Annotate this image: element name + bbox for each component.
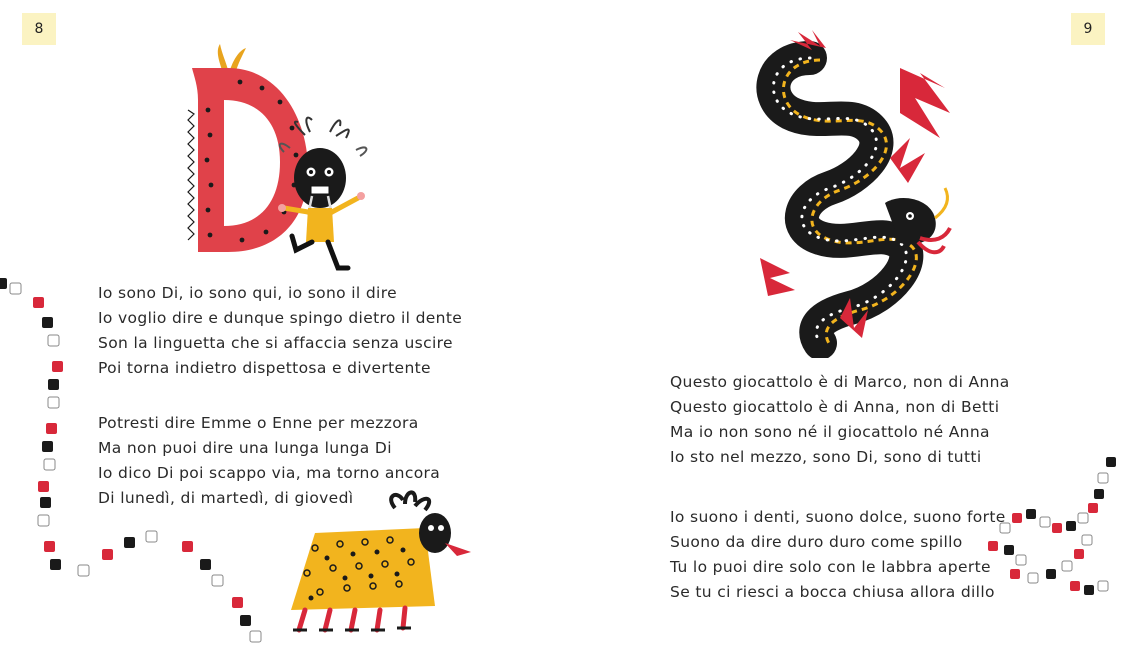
page-number-right: 9 [1071,13,1105,45]
poem-stanza-left-2 [98,411,440,511]
poem-line: Io dico Di poi scappo via, ma torno ancora [98,464,441,482]
crown-icon [218,44,246,71]
dice-icon [988,457,1116,595]
poem-line: Son la linguetta che si affaccia senza uscire [98,334,453,352]
poem-line: Questo giocattolo è di Marco, non di Anna [670,373,1010,391]
poem-line: Io voglio dire e dunque spingo dietro il dente [98,309,463,327]
poem-line: Io suono i denti, suono dolce, suono forte [670,508,1006,526]
poem-line: Io sto nel mezzo, sono Di, sono di tutti [670,448,982,466]
page-number-left: 8 [22,13,56,45]
poem-line: Se tu ci riesci a bocca chiusa allora dillo [670,583,995,601]
poem-stanza-right-2 [670,505,1006,605]
poem-line: Io sono Di, io sono qui, io sono il dire [98,284,397,302]
poem-line: Questo giocattolo è di Anna, non di Betti [670,398,1000,416]
dragon-illustration [750,28,955,358]
poem-line: Tu lo puoi dire solo con le labbra aperte [670,558,991,576]
poem-line: Ma io non sono né il giocattolo né Anna [670,423,990,441]
poem-stanza-right-1 [670,370,1010,470]
poem-line: Poi torna indietro dispettosa e divertente [98,359,431,377]
creature-icon [291,492,471,630]
poem-line: Ma non puoi dire una lunga lunga Di [98,439,392,457]
poem-line: Potresti dire Emme o Enne per mezzora [98,414,419,432]
letter-d-illustration [180,40,390,275]
poem-line: Suono da dire duro duro come spillo [670,533,963,551]
poem-line: Di lunedì, di martedì, di giovedì [98,489,354,507]
spotted-creature-illustration [285,488,480,643]
poem-stanza-left-1 [98,281,462,381]
